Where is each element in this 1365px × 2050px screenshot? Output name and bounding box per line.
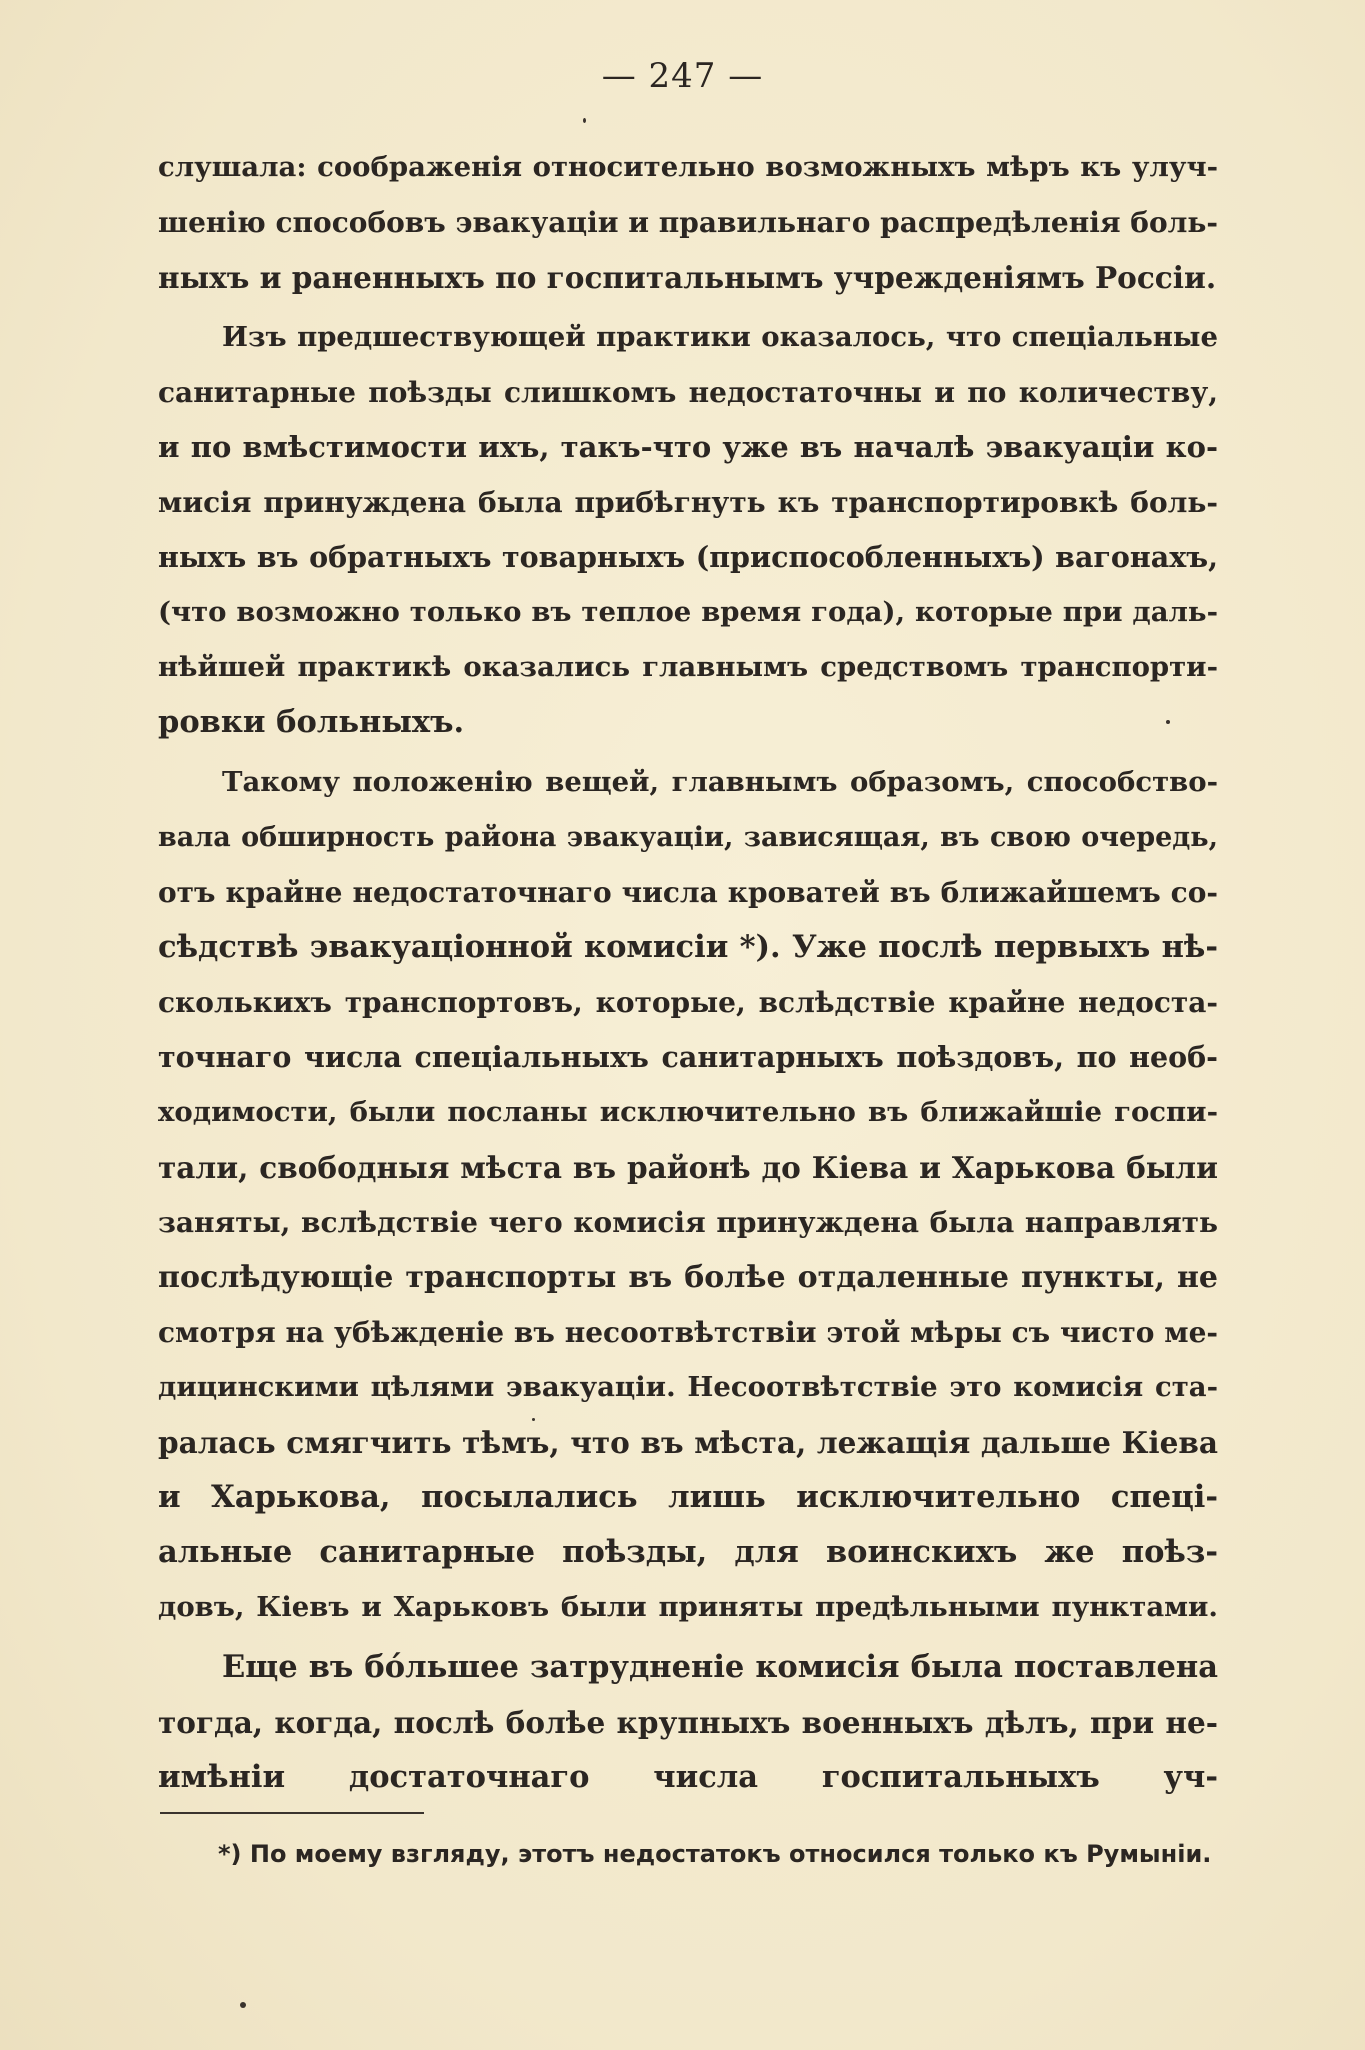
text-line: заняты, вслѣдствіе чего комисія принуждена была направлять: [158, 1206, 1218, 1239]
page-number: — 247 —: [601, 56, 764, 96]
text-line: и по вмѣстимости ихъ, такъ-что уже въ началѣ эвакуаціи ко-: [158, 430, 1218, 464]
text-line: имѣніи достаточнаго числа госпитальныхъ уч-: [158, 1759, 1218, 1795]
paragraph: [158, 1640, 1218, 1805]
text-line: (что возможно только въ теплое время года), которые при даль-: [158, 596, 1218, 628]
footnote-divider: [160, 1812, 424, 1814]
text-line: тали, свободныя мѣста въ районѣ до Кіева и Харькова были: [158, 1150, 1218, 1185]
text-line: вала обширность района эвакуаціи, зависящая, въ свою очередь,: [158, 822, 1218, 853]
text-line: шенію способовъ эвакуаціи и правильнаго распредѣленія боль-: [158, 206, 1219, 239]
text-line: смотря на убѣжденіе въ несоотвѣтствіи этой мѣры съ чисто ме-: [158, 1316, 1218, 1349]
paper-speck: [1166, 720, 1170, 724]
text-line: нѣйшей практикѣ оказались главнымъ средствомъ транспорти-: [158, 651, 1218, 683]
text-line: сколькихъ транспортовъ, которые, вслѣдствіе крайне недоста-: [158, 986, 1218, 1019]
text-line: послѣдующіе транспорты въ болѣе отдаленные пункты, не: [158, 1260, 1218, 1295]
text-line: отъ крайне недостаточнаго числа кроватей въ ближайшемъ со-: [158, 876, 1218, 909]
text-line: ныхъ въ обратныхъ товарныхъ (приспособленныхъ) вагонахъ,: [158, 540, 1218, 574]
text-line: дицинскими цѣлями эвакуаціи. Несоотвѣтствіе это комисія ста-: [158, 1371, 1218, 1403]
text-line: Еще въ бо́льшее затрудненіе комисія была поставлена: [222, 1649, 1218, 1685]
paper-speck: [532, 1418, 535, 1421]
text-line: точнаго числа спеціальныхъ санитарныхъ поѣздовъ, по необ-: [158, 1040, 1218, 1074]
paragraph: [158, 140, 1218, 305]
text-line: ныхъ и раненныхъ по госпитальнымъ учрежденіямъ Россіи.: [158, 260, 1217, 295]
footnote: *) По моему взгляду, этотъ недостатокъ относился только къ Румыніи.: [218, 1840, 1212, 1868]
text-line: и Харькова, посылались лишь исключительно спеці-: [158, 1479, 1218, 1515]
paper-speck: [240, 2002, 246, 2008]
paragraph: [158, 755, 1218, 1635]
text-line: мисія принуждена была прибѣгнуть къ транспортировкѣ боль-: [158, 486, 1218, 519]
text-line: сѣдствѣ эвакуаціонной комисіи *). Уже послѣ первыхъ нѣ-: [158, 929, 1218, 965]
paper-speck: [583, 118, 586, 123]
text-line: тогда, когда, послѣ болѣе крупныхъ военныхъ дѣлъ, при не-: [158, 1705, 1218, 1740]
text-line: Такому положенію вещей, главнымъ образомъ, способство-: [222, 766, 1218, 798]
text-line: ходимости, были посланы исключительно въ ближайшіе госпи-: [158, 1096, 1218, 1128]
text-line: санитарные поѣзды слишкомъ недостаточны и по количеству,: [158, 376, 1218, 409]
text-line: альные санитарные поѣзды, для воинскихъ же поѣз-: [158, 1534, 1218, 1570]
text-line: ралась смягчить тѣмъ, что въ мѣста, лежащія дальше Кіева: [158, 1425, 1218, 1460]
text-line: ровки больныхъ.: [158, 704, 465, 740]
text-line: довъ, Кіевъ и Харьковъ были приняты предѣльными пунктами.: [158, 1591, 1218, 1623]
text-line: Изъ предшествующей практики оказалось, что спеціальные: [222, 321, 1218, 353]
body-text: [158, 140, 1218, 1810]
text-line: слушала: соображенія относительно возможныхъ мѣръ къ улуч-: [158, 151, 1218, 183]
paragraph: [158, 310, 1218, 750]
